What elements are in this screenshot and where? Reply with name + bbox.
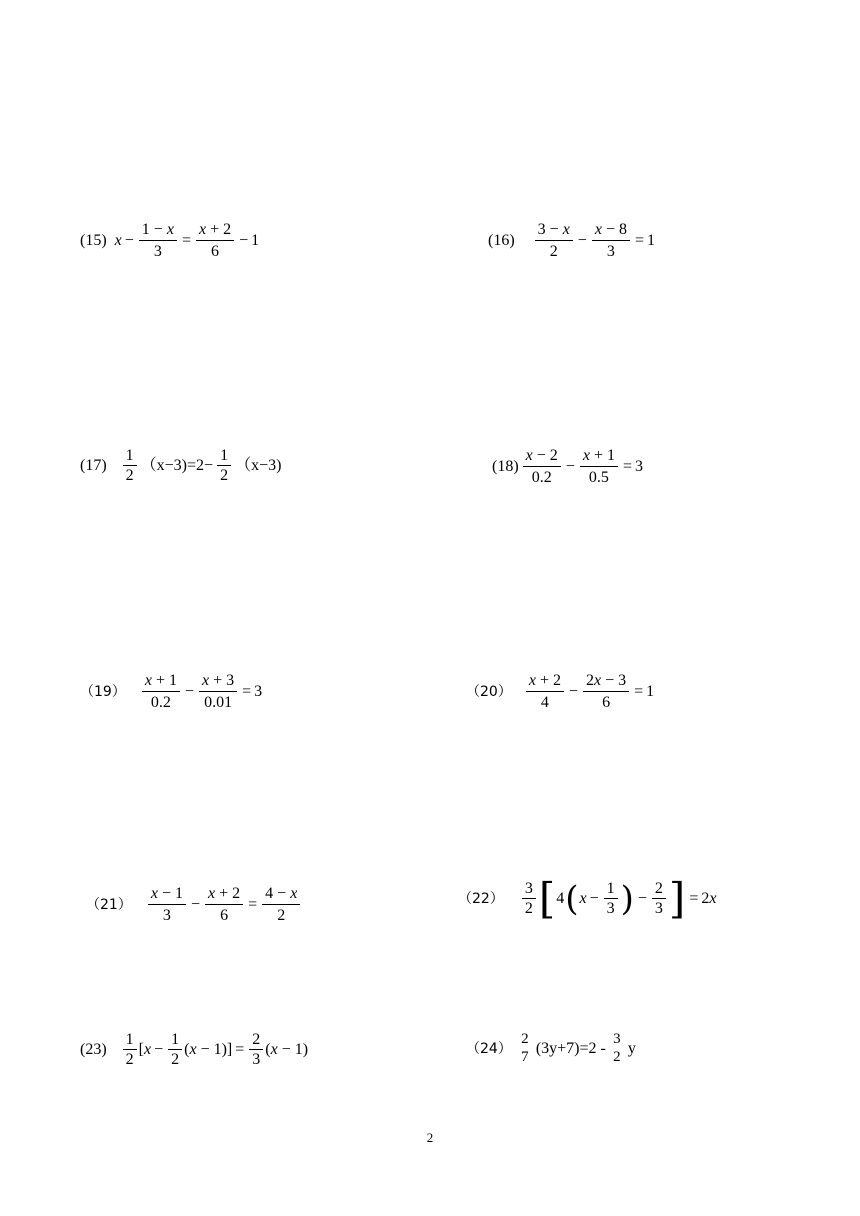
math-op: − [577,232,587,249]
fraction: 2 7 [521,1031,529,1065]
left-paren: ( [565,878,579,919]
equation-text: y [627,1039,636,1057]
fraction: $\frac{3 - x}{2}$ [535,222,573,260]
math-num: 3 [635,458,643,475]
problem-number: (16) [488,232,515,249]
problem-number: （24） [466,1040,512,1057]
fraction: $\frac{4 - x}{2}$ [262,886,300,924]
fraction: $\frac{1}{2}$ [217,448,231,484]
left-bracket: [ [538,874,556,923]
math-num: 1 [647,232,655,249]
math-num: 3 [254,683,263,700]
math-op: − [124,232,134,249]
fraction: $\frac{2x - 3}{6}$ [583,673,629,711]
fraction: $\frac{1}{3}$ [604,881,618,917]
problem-18 [492,448,643,486]
math-var: x [114,232,122,249]
math-op: − [565,458,575,475]
math-op: = [242,683,252,700]
math-op: = [634,232,644,249]
problem-number: (15) [80,232,107,249]
problem-19 [80,673,262,711]
problem-number: （21） [86,897,132,913]
math-num: 1 [251,232,260,249]
fraction: $\frac{x - 1}{3}$ [148,886,186,924]
fraction: $\frac{1}{2}$ [123,448,137,484]
problem-number: (18) [492,458,519,475]
math-op: = [622,458,632,475]
math-op: = [248,896,258,913]
math-op: = [235,1041,245,1058]
problem-number: （20） [466,684,512,700]
math-num: 4 [556,889,565,907]
problem-15 [80,222,259,260]
equation-text: （x−3)=2− [140,457,214,474]
problem-number: （19） [80,684,126,700]
right-bracket: ] [668,874,686,923]
math-op: − [184,683,194,700]
math-op: − [568,683,578,700]
math-expr: [x [138,1041,152,1058]
fraction: 3 2 [613,1031,621,1065]
fraction: $\frac{x + 1}{0.5}$ [580,448,618,486]
fraction: $\frac{x + 3}{0.01}$ [199,673,237,711]
equation-text: (3y+7)=2 - [535,1039,606,1057]
fraction: $\frac{2}{3}$ [652,881,666,917]
problem-20 [466,673,654,711]
math-op: = [181,232,191,249]
fraction: $\frac{x - 8}{3}$ [592,222,630,260]
math-expr: (x − 1) [265,1041,309,1058]
problem-22 [458,874,717,923]
fraction: $\frac{x + 2}{4}$ [526,673,564,711]
fraction: $\frac{3}{2}$ [522,881,536,917]
math-op: − [589,889,599,907]
fraction: $\frac{x - 2}{0.2}$ [523,448,561,486]
problem-17 [80,448,283,484]
problem-number: (23) [80,1041,107,1058]
math-expr: (x − 1)] [184,1041,233,1058]
problem-24 [466,1032,638,1065]
math-op: − [190,896,200,913]
fraction: $\frac{x + 2}{6}$ [205,886,243,924]
fraction: $\frac{1 - x}{3}$ [139,222,177,260]
right-paren: ) [620,878,634,919]
problem-number: （22） [458,890,504,907]
problem-21 [86,886,302,924]
math-num: 2x [701,889,717,907]
fraction: $\frac{1}{2}$ [168,1032,182,1068]
math-op: − [637,889,647,907]
math-var: x [579,889,587,907]
problem-number: (17) [80,457,107,474]
math-op: − [154,1041,164,1058]
fraction: $\frac{1}{2}$ [123,1032,137,1068]
math-op: = [689,889,699,907]
math-op: = [634,683,644,700]
page-number: 2 [426,1130,434,1145]
fraction: $\frac{x + 1}{0.2}$ [142,673,180,711]
math-num: 1 [646,683,655,700]
problem-16 [488,222,655,260]
fraction: $\frac{x + 2}{6}$ [196,222,234,260]
equation-text: （x−3) [235,457,282,474]
fraction: $\frac{2}{3}$ [249,1032,263,1068]
problem-23 [80,1032,308,1068]
math-op: − [239,232,249,249]
